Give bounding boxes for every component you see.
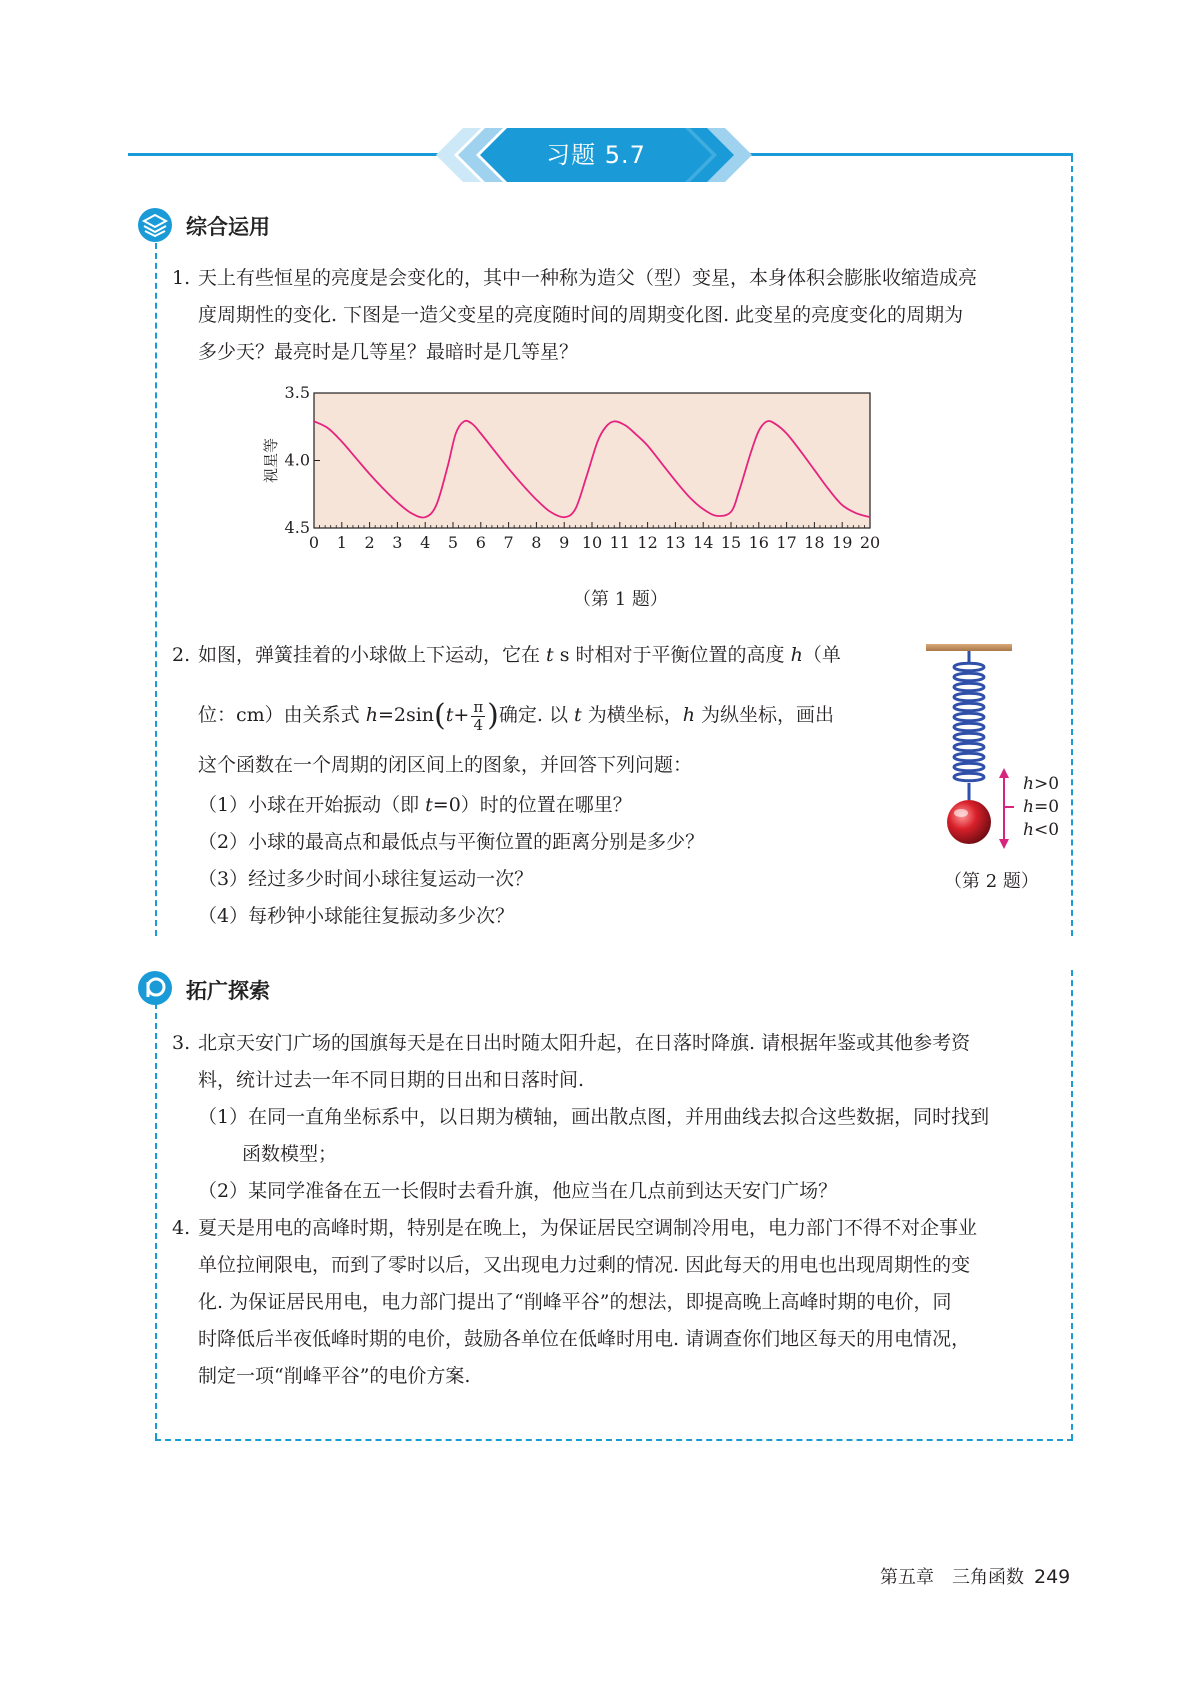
banner-line-right	[750, 153, 1073, 156]
q2-line2-t: t	[574, 704, 582, 726]
q4-line-4: 时降低后半夜低峰时期的电价，鼓励各单位在低峰时用电. 请调查你们地区每天的用电情况，	[198, 1328, 971, 1350]
formula-denominator: 4	[473, 715, 484, 734]
q3-sub1-line-1: （1）在同一直角坐标系中，以日期为横轴，画出散点图，并用曲线去拟合这些数据，同时找到	[198, 1106, 990, 1128]
formula-plus: +	[453, 704, 470, 726]
q2-line2-b: 确定. 以	[498, 704, 575, 726]
x-tick-label: 18	[804, 533, 825, 552]
q2-sub-3: （3）经过多少时间小球往复运动一次？	[198, 868, 534, 890]
q2-sub1-b: =0）时的位置在哪里？	[432, 794, 632, 816]
q4-line-1: 夏天是用电的高峰时期，特别是在晚上，为保证居民空调制冷用电，电力部门不得不对企事业	[198, 1217, 978, 1239]
page-title: 习题 5.7	[546, 141, 646, 169]
x-tick-label: 19	[832, 533, 853, 552]
q2-line1-a: 如图，弹簧挂着的小球做上下运动，它在	[198, 644, 547, 666]
frame-left-2	[155, 1003, 157, 1439]
question-1	[172, 260, 977, 371]
label-h-zero: h=0	[1023, 797, 1060, 817]
ceiling-bar	[926, 644, 1012, 651]
q2-line1-c: （单	[802, 644, 841, 666]
q4-line-2: 单位拉闸限电，而到了零时以后，又出现电力过剩的情况. 因此每天的用电也出现周期性的变	[198, 1254, 971, 1276]
ball	[947, 800, 991, 844]
footer-chapter: 第五章 三角函数	[880, 1567, 1024, 1588]
spring-coils	[954, 663, 984, 781]
q2-line2-d: 为纵坐标，画出	[694, 704, 834, 726]
x-tick-label: 0	[308, 533, 320, 552]
q3-number: 3.	[172, 1032, 191, 1054]
q2-line1-b: s 时相对于平衡位置的高度	[553, 644, 791, 666]
x-tick-label: 3	[392, 533, 403, 552]
q2-number: 2.	[172, 644, 191, 666]
q2-line-3: 这个函数在一个周期的闭区间上的图象，并回答下列问题：	[198, 754, 693, 776]
y-tick-label: 4.5	[284, 518, 310, 537]
x-tick-label: 13	[665, 533, 686, 552]
q2-var-h: h	[790, 644, 803, 666]
x-tick-label: 1	[336, 533, 347, 552]
q2-line2-h: h	[682, 704, 695, 726]
variable-star-chart	[262, 383, 960, 575]
label-h-negative: h<0	[1023, 820, 1060, 840]
page-footer	[880, 1563, 1070, 1589]
q3-line-2: 料，统计过去一年不同日期的日出和日落时间.	[198, 1069, 585, 1091]
label-h-positive: h>0	[1023, 774, 1060, 794]
q1-line-3: 多少天？最亮时是几等星？最暗时是几等星？	[198, 341, 579, 363]
y-axis-label: 视星等	[262, 437, 280, 484]
q1-caption: （第 1 题）	[573, 589, 668, 610]
spring-coil-path	[954, 663, 984, 781]
q2-sub-2: （2）小球的最高点和最低点与平衡位置的距离分别是多少？	[198, 831, 705, 853]
x-tick-label: 8	[531, 533, 542, 552]
formula-lparen: (	[434, 698, 446, 733]
q2-var-t: t	[546, 644, 554, 666]
question-2	[172, 637, 841, 935]
formula-rparen: )	[487, 698, 499, 733]
q2-sub1-var: t	[425, 794, 433, 816]
x-tick-label: 20	[859, 533, 881, 552]
q1-line-1: 天上有些恒星的亮度是会变化的，其中一种称为造父（型）变星，本身体积会膨胀收缩造成亮	[198, 267, 978, 289]
q2-line2-a: 位：cm）由关系式	[198, 704, 366, 726]
q3-sub1-line-2: 函数模型；	[242, 1143, 338, 1165]
q4-line-5: 制定一项“削峰平谷”的电价方案.	[198, 1365, 471, 1387]
title-banner	[436, 128, 756, 182]
q1-number: 1.	[172, 267, 191, 289]
section-title-explore: 拓广探索	[186, 979, 270, 1003]
y-tick-label: 4.0	[284, 450, 310, 470]
frame-left-1	[155, 243, 157, 936]
section-title-comprehensive: 综合运用	[186, 215, 270, 239]
formula-fraction	[471, 699, 485, 734]
q1-line-2: 度周期性的变化. 下图是一造父变星的亮度随时间的周期变化图. 此变星的亮度变化的周期为	[198, 304, 964, 326]
explore-icon	[137, 970, 173, 1006]
x-tick-label: 4	[420, 533, 431, 552]
x-tick-label: 14	[693, 533, 714, 552]
q2-sub-4: （4）每秒钟小球能往复振动多少次？	[198, 905, 515, 927]
question-4	[172, 1210, 977, 1395]
x-tick-label: 5	[447, 533, 459, 552]
x-tick-label: 12	[637, 533, 658, 552]
q3-sub-2: （2）某同学准备在五一长假时去看升旗，他应当在几点前到达天安门广场？	[198, 1180, 838, 1202]
q2-sub1-a: （1）小球在开始振动（即	[198, 794, 426, 816]
x-tick-label: 17	[776, 533, 797, 552]
x-tick-label: 10	[581, 533, 603, 552]
formula-numerator: π	[473, 697, 484, 716]
page-number: 249	[1034, 1566, 1071, 1588]
banner-line-left	[128, 153, 443, 156]
x-tick-label: 2	[364, 533, 375, 552]
q2-line2-c: 为横坐标，	[581, 704, 683, 726]
x-tick-label: 6	[475, 533, 486, 552]
formula-h: h	[365, 704, 378, 726]
y-tick-label: 3.5	[284, 383, 310, 402]
x-tick-label: 16	[748, 533, 769, 552]
frame-right-2	[1071, 970, 1073, 1440]
x-tick-label: 11	[609, 533, 630, 552]
q4-number: 4.	[172, 1217, 191, 1239]
frame-right	[1071, 156, 1073, 936]
stack-icon	[137, 207, 173, 243]
x-tick-label: 9	[559, 533, 570, 552]
x-tick-label: 7	[503, 533, 514, 552]
formula-t: t	[445, 704, 454, 726]
q2-caption: （第 2 题）	[944, 871, 1039, 892]
q4-line-3: 化. 为保证居民用电，电力部门提出了“削峰平谷”的想法，即提高晚上高峰时期的电价，同	[198, 1291, 952, 1313]
q3-line-1: 北京天安门广场的国旗每天是在日出时随太阳升起，在日落时降旗. 请根据年鉴或其他参考资	[198, 1032, 971, 1054]
question-3	[172, 1025, 989, 1210]
formula-eq: =2sin	[377, 704, 435, 726]
x-tick-label: 15	[720, 533, 742, 552]
frame-bottom	[155, 1439, 1073, 1441]
